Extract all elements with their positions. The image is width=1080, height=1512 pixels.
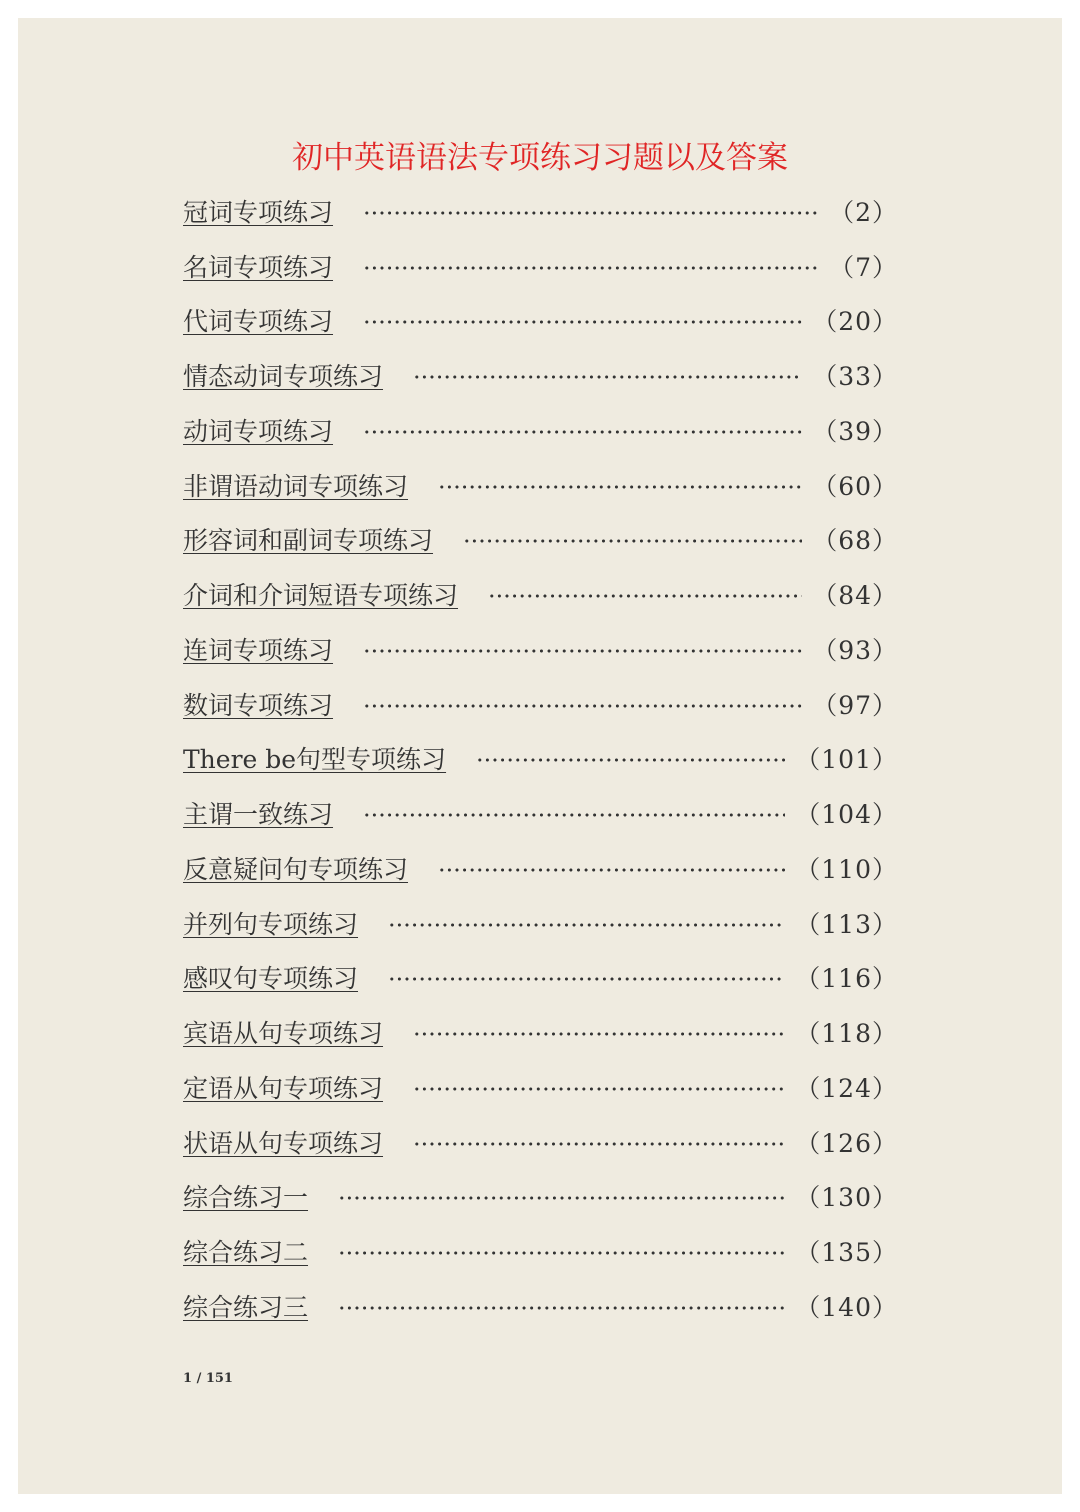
dot-leader [413, 375, 802, 379]
dot-leader [438, 485, 802, 489]
dot-leader [338, 1196, 785, 1200]
toc-entry-link[interactable]: 形容词和副词专项练习 [183, 526, 434, 556]
dot-leader [388, 977, 785, 981]
toc-page-number: （104） [795, 800, 898, 829]
toc-entry[interactable] [183, 563, 898, 618]
toc-entry[interactable] [183, 728, 898, 783]
toc-entry[interactable] [183, 1220, 898, 1275]
dot-leader [363, 704, 802, 708]
toc-entry-link[interactable]: 非谓语动词专项练习 [183, 471, 409, 501]
toc-entry-link[interactable]: 介词和介词短语专项练习 [183, 581, 459, 610]
toc-entry[interactable] [183, 454, 898, 509]
toc-entry[interactable] [183, 947, 898, 1002]
toc-entry-link[interactable]: 连词专项练习 [183, 635, 334, 665]
toc-page-number: （20） [812, 307, 898, 337]
dot-leader [338, 1251, 785, 1255]
toc-entry[interactable] [183, 1056, 898, 1111]
toc-entry[interactable] [183, 399, 898, 454]
toc-entry-link[interactable]: 情态动词专项练习 [183, 362, 384, 391]
toc-page-number: （135） [795, 1238, 898, 1267]
toc-entry[interactable] [183, 235, 898, 290]
toc-page-number: （113） [795, 909, 898, 939]
toc-entry-link[interactable]: 代词专项练习 [183, 307, 334, 337]
toc-entry[interactable] [183, 892, 898, 947]
dot-leader [363, 266, 819, 270]
document-title: 初中英语语法专项练习习题以及答案 [292, 140, 788, 176]
toc-entry-link[interactable]: 感叹句专项练习 [183, 964, 359, 994]
dot-leader [363, 211, 819, 215]
toc-page-number: （39） [812, 416, 898, 446]
toc-entry-link[interactable]: 定语从句专项练习 [183, 1073, 384, 1103]
dot-leader [413, 1032, 785, 1036]
dot-leader [413, 1087, 785, 1091]
toc-entry-link[interactable]: 反意疑问句专项练习 [183, 854, 409, 884]
toc-entry[interactable] [183, 837, 898, 892]
toc-page-number: （7） [829, 252, 898, 282]
toc-entry[interactable] [183, 673, 898, 728]
toc-page-number: （33） [812, 362, 898, 391]
dot-leader [413, 1142, 785, 1146]
toc-entry[interactable] [183, 290, 898, 345]
toc-entry[interactable] [183, 509, 898, 564]
toc-entry-link[interactable]: 状语从句专项练习 [183, 1128, 384, 1158]
dot-leader [363, 320, 802, 324]
toc-entry[interactable] [183, 180, 898, 235]
toc-entry[interactable] [183, 1001, 898, 1056]
toc-page-number: （101） [795, 745, 898, 775]
table-of-contents [183, 180, 898, 1330]
toc-page-number: （60） [812, 471, 898, 501]
toc-page-number: （124） [795, 1073, 898, 1103]
toc-page-number: （97） [812, 690, 898, 720]
toc-page-number: （116） [795, 964, 898, 994]
dot-leader [463, 539, 802, 543]
toc-entry-link[interactable]: 数词专项练习 [183, 690, 334, 720]
toc-entry-link[interactable]: 综合练习二 [183, 1238, 309, 1267]
toc-entry-link[interactable]: 主谓一致练习 [183, 800, 334, 829]
toc-page-number: （84） [812, 581, 898, 610]
toc-entry-link[interactable]: 动词专项练习 [183, 416, 334, 446]
toc-entry[interactable] [183, 1111, 898, 1166]
page-number-footer: 1 / 151 [183, 1371, 233, 1386]
toc-page-number: （2） [829, 197, 898, 227]
toc-page-number: （93） [812, 635, 898, 665]
toc-entry-link[interactable]: 综合练习三 [183, 1292, 309, 1322]
toc-page-number: （118） [795, 1019, 898, 1048]
toc-page-number: （68） [812, 526, 898, 556]
dot-leader [388, 923, 785, 927]
toc-entry-link[interactable]: 冠词专项练习 [183, 197, 334, 227]
toc-page-number: （110） [795, 854, 898, 884]
toc-entry[interactable] [183, 1275, 898, 1330]
toc-entry-link[interactable]: 并列句专项练习 [183, 909, 359, 939]
toc-entry[interactable] [183, 782, 898, 837]
dot-leader [438, 868, 785, 872]
toc-entry[interactable] [183, 1166, 898, 1221]
dot-leader [338, 1306, 785, 1310]
dot-leader [488, 594, 802, 598]
toc-entry-link[interactable]: 宾语从句专项练习 [183, 1019, 384, 1048]
toc-entry-link[interactable]: 综合练习一 [183, 1183, 309, 1213]
dot-leader [363, 430, 802, 434]
toc-page-number: （140） [795, 1292, 898, 1322]
toc-page-number: （130） [795, 1183, 898, 1213]
dot-leader [363, 649, 802, 653]
toc-page-number: （126） [795, 1128, 898, 1158]
dot-leader [476, 758, 785, 762]
toc-entry[interactable] [183, 344, 898, 399]
toc-entry[interactable] [183, 618, 898, 673]
dot-leader [363, 813, 785, 817]
toc-entry-link[interactable]: 名词专项练习 [183, 252, 334, 282]
toc-entry-link[interactable]: There be句型专项练习 [183, 745, 447, 775]
